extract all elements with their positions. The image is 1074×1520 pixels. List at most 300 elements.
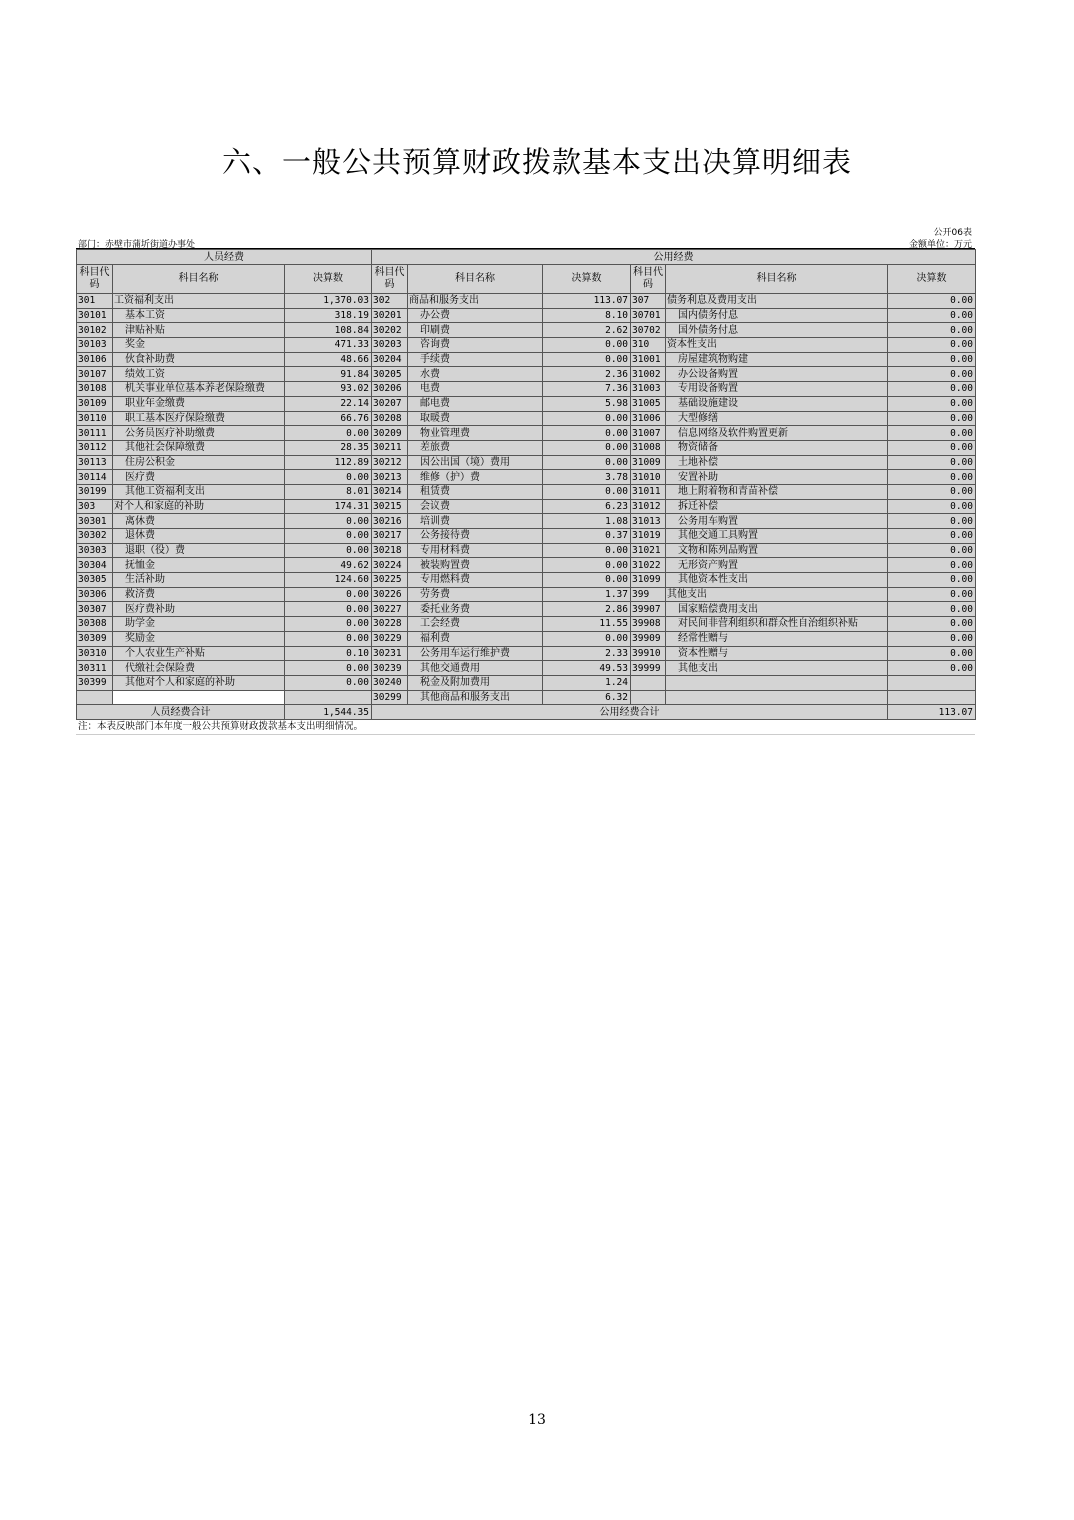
code-cell: 30301 — [77, 514, 113, 529]
amount-cell: 0.00 — [543, 426, 631, 441]
code-cell: 30103 — [77, 338, 113, 353]
public-total-value: 113.07 — [888, 705, 976, 720]
name-cell: 生活补助 — [113, 573, 285, 588]
amount-cell: 0.00 — [543, 543, 631, 558]
amount-cell: 0.00 — [888, 529, 976, 544]
amount-cell — [888, 690, 976, 705]
amount-cell: 0.00 — [888, 382, 976, 397]
name-cell: 拆迁补偿 — [666, 499, 888, 514]
amount-cell: 0.00 — [543, 440, 631, 455]
code-cell: 30227 — [372, 602, 408, 617]
code-cell: 30114 — [77, 470, 113, 485]
name-cell: 物资储备 — [666, 440, 888, 455]
table-row — [77, 602, 976, 617]
name-cell: 差旅费 — [408, 440, 543, 455]
name-cell: 维修（护）费 — [408, 470, 543, 485]
table-row — [77, 617, 976, 632]
amount-cell: 0.00 — [285, 617, 372, 632]
code-cell: 30204 — [372, 352, 408, 367]
name-cell: 其他支出 — [666, 587, 888, 602]
code-cell: 30308 — [77, 617, 113, 632]
amount-cell: 5.98 — [543, 396, 631, 411]
amount-cell: 0.00 — [888, 617, 976, 632]
page-title: 六、一般公共预算财政拨款基本支出决算明细表 — [221, 145, 852, 179]
name-cell: 会议费 — [408, 499, 543, 514]
amount-cell: 0.00 — [888, 470, 976, 485]
header-amount: 决算数 — [543, 265, 631, 294]
code-cell: 30218 — [372, 543, 408, 558]
amount-cell: 0.00 — [285, 426, 372, 441]
name-cell — [666, 675, 888, 690]
table-row — [77, 352, 976, 367]
name-cell: 专用设备购置 — [666, 382, 888, 397]
name-cell: 被装购置费 — [408, 558, 543, 573]
code-cell: 30213 — [372, 470, 408, 485]
name-cell: 税金及附加费用 — [408, 675, 543, 690]
code-cell: 39999 — [631, 661, 666, 676]
name-cell: 伙食补助费 — [113, 352, 285, 367]
code-cell: 30302 — [77, 529, 113, 544]
amount-cell: 8.10 — [543, 308, 631, 323]
code-cell: 399 — [631, 587, 666, 602]
amount-cell: 1.24 — [543, 675, 631, 690]
amount-cell: 2.86 — [543, 602, 631, 617]
code-cell: 31008 — [631, 440, 666, 455]
amount-cell — [285, 690, 372, 705]
name-cell: 无形资产购置 — [666, 558, 888, 573]
name-cell: 劳务费 — [408, 587, 543, 602]
amount-cell: 6.32 — [543, 690, 631, 705]
code-cell: 30702 — [631, 323, 666, 338]
amount-cell: 0.00 — [888, 587, 976, 602]
amount-cell: 0.00 — [888, 661, 976, 676]
table-row — [77, 411, 976, 426]
name-cell: 房屋建筑物购建 — [666, 352, 888, 367]
name-cell: 工会经费 — [408, 617, 543, 632]
name-cell: 商品和服务支出 — [408, 294, 543, 309]
code-cell: 30217 — [372, 529, 408, 544]
meta-line — [76, 236, 975, 249]
name-cell: 其他商品和服务支出 — [408, 690, 543, 705]
amount-cell: 1.08 — [543, 514, 631, 529]
name-cell: 公务员医疗补助缴费 — [113, 426, 285, 441]
table-row — [77, 661, 976, 676]
name-cell: 住房公积金 — [113, 455, 285, 470]
amount-cell: 0.00 — [888, 367, 976, 382]
name-cell: 培训费 — [408, 514, 543, 529]
amount-cell: 0.00 — [888, 543, 976, 558]
amount-cell: 6.23 — [543, 499, 631, 514]
amount-cell: 2.33 — [543, 646, 631, 661]
amount-cell: 66.76 — [285, 411, 372, 426]
amount-cell: 0.00 — [888, 455, 976, 470]
code-cell: 30226 — [372, 587, 408, 602]
table-row — [77, 367, 976, 382]
name-cell: 抚恤金 — [113, 558, 285, 573]
code-cell: 30108 — [77, 382, 113, 397]
code-cell: 30701 — [631, 308, 666, 323]
table-row — [77, 587, 976, 602]
code-cell: 30112 — [77, 440, 113, 455]
name-cell: 办公设备购置 — [666, 367, 888, 382]
code-cell: 31001 — [631, 352, 666, 367]
amount-cell: 0.00 — [543, 455, 631, 470]
amount-cell: 48.66 — [285, 352, 372, 367]
code-cell: 302 — [372, 294, 408, 309]
table-row — [77, 455, 976, 470]
code-cell: 39910 — [631, 646, 666, 661]
name-cell: 其他资本性支出 — [666, 573, 888, 588]
code-cell: 31013 — [631, 514, 666, 529]
table-number-line — [76, 224, 975, 236]
code-cell: 31022 — [631, 558, 666, 573]
amount-cell: 0.00 — [888, 646, 976, 661]
amount-cell: 0.00 — [543, 484, 631, 499]
table-row — [77, 543, 976, 558]
name-cell: 国外债务付息 — [666, 323, 888, 338]
code-cell: 30111 — [77, 426, 113, 441]
amount-cell: 0.00 — [888, 396, 976, 411]
name-cell: 资本性赠与 — [666, 646, 888, 661]
amount-cell: 1,370.03 — [285, 294, 372, 309]
code-cell: 31010 — [631, 470, 666, 485]
table-row — [77, 484, 976, 499]
code-cell: 30107 — [77, 367, 113, 382]
amount-cell: 0.00 — [888, 484, 976, 499]
group-personnel: 人员经费 — [77, 250, 372, 265]
header-name: 科目名称 — [408, 265, 543, 294]
amount-cell: 0.00 — [888, 411, 976, 426]
code-cell: 30203 — [372, 338, 408, 353]
amount-cell: 0.00 — [888, 631, 976, 646]
code-cell: 30311 — [77, 661, 113, 676]
code-cell: 30201 — [372, 308, 408, 323]
code-cell: 30207 — [372, 396, 408, 411]
code-cell: 30101 — [77, 308, 113, 323]
amount-cell: 22.14 — [285, 396, 372, 411]
name-cell: 奖金 — [113, 338, 285, 353]
code-cell: 30307 — [77, 602, 113, 617]
table-row — [77, 631, 976, 646]
code-cell: 30208 — [372, 411, 408, 426]
name-cell: 机关事业单位基本养老保险缴费 — [113, 382, 285, 397]
amount-cell: 2.36 — [543, 367, 631, 382]
amount-cell: 124.60 — [285, 573, 372, 588]
name-cell: 绩效工资 — [113, 367, 285, 382]
page-number: 13 — [528, 1412, 546, 1428]
totals-row — [77, 705, 976, 720]
name-cell: 退休费 — [113, 529, 285, 544]
code-cell — [631, 690, 666, 705]
code-cell: 30110 — [77, 411, 113, 426]
code-cell: 30102 — [77, 323, 113, 338]
name-cell: 退职（役）费 — [113, 543, 285, 558]
amount-cell: 0.10 — [285, 646, 372, 661]
code-cell: 31006 — [631, 411, 666, 426]
amount-cell: 7.36 — [543, 382, 631, 397]
code-cell: 301 — [77, 294, 113, 309]
name-cell: 专用材料费 — [408, 543, 543, 558]
code-cell: 30304 — [77, 558, 113, 573]
name-cell: 助学金 — [113, 617, 285, 632]
name-cell: 地上附着物和青苗补偿 — [666, 484, 888, 499]
amount-cell: 0.00 — [543, 352, 631, 367]
amount-cell: 108.84 — [285, 323, 372, 338]
table-row — [77, 573, 976, 588]
header-code: 科目代码 — [372, 265, 408, 294]
amount-cell: 0.00 — [285, 543, 372, 558]
table-row — [77, 338, 976, 353]
name-cell: 其他交通费用 — [408, 661, 543, 676]
table-row — [77, 529, 976, 544]
code-cell: 31005 — [631, 396, 666, 411]
amount-cell: 0.00 — [888, 499, 976, 514]
header-name: 科目名称 — [666, 265, 888, 294]
code-cell: 30224 — [372, 558, 408, 573]
code-cell: 310 — [631, 338, 666, 353]
table-row — [77, 396, 976, 411]
name-cell: 离休费 — [113, 514, 285, 529]
code-cell: 31007 — [631, 426, 666, 441]
table-note: 注：本表反映部门本年度一般公共预算财政拨款基本支出明细情况。 — [76, 720, 975, 735]
name-cell: 公务接待费 — [408, 529, 543, 544]
amount-cell — [888, 675, 976, 690]
expenditure-sheet — [76, 224, 975, 735]
amount-cell: 1.37 — [543, 587, 631, 602]
name-cell: 物业管理费 — [408, 426, 543, 441]
name-cell: 手续费 — [408, 352, 543, 367]
table-row — [77, 440, 976, 455]
amount-cell: 0.00 — [543, 411, 631, 426]
amount-cell: 0.00 — [888, 426, 976, 441]
name-cell: 其他社会保障缴费 — [113, 440, 285, 455]
name-cell: 印刷费 — [408, 323, 543, 338]
amount-cell: 0.00 — [888, 338, 976, 353]
name-cell — [666, 690, 888, 705]
code-cell: 30229 — [372, 631, 408, 646]
name-cell: 资本性支出 — [666, 338, 888, 353]
name-cell: 咨询费 — [408, 338, 543, 353]
amount-cell: 0.00 — [285, 587, 372, 602]
code-cell — [77, 690, 113, 705]
table-row — [77, 499, 976, 514]
name-cell: 水费 — [408, 367, 543, 382]
code-cell: 30240 — [372, 675, 408, 690]
name-cell: 其他支出 — [666, 661, 888, 676]
name-cell: 其他对个人和家庭的补助 — [113, 675, 285, 690]
name-cell: 电费 — [408, 382, 543, 397]
code-cell: 30199 — [77, 484, 113, 499]
amount-cell: 174.31 — [285, 499, 372, 514]
amount-cell: 0.00 — [888, 558, 976, 573]
name-cell: 国内债务付息 — [666, 308, 888, 323]
header-amount: 决算数 — [888, 265, 976, 294]
name-cell: 委托业务费 — [408, 602, 543, 617]
table-row — [77, 514, 976, 529]
table-row — [77, 294, 976, 309]
group-header-row — [77, 250, 976, 265]
code-cell: 30399 — [77, 675, 113, 690]
name-cell: 福利费 — [408, 631, 543, 646]
name-cell: 大型修缮 — [666, 411, 888, 426]
amount-cell: 3.78 — [543, 470, 631, 485]
code-cell: 30228 — [372, 617, 408, 632]
code-cell: 31003 — [631, 382, 666, 397]
code-cell: 31021 — [631, 543, 666, 558]
header-amount: 决算数 — [285, 265, 372, 294]
name-cell: 奖励金 — [113, 631, 285, 646]
code-cell: 30209 — [372, 426, 408, 441]
column-header-row — [77, 265, 976, 294]
code-cell: 31002 — [631, 367, 666, 382]
table-number: 公开06表 — [933, 228, 972, 238]
code-cell: 30212 — [372, 455, 408, 470]
header-name: 科目名称 — [113, 265, 285, 294]
name-cell: 代缴社会保险费 — [113, 661, 285, 676]
amount-cell: 0.00 — [543, 558, 631, 573]
name-cell: 其他工资福利支出 — [113, 484, 285, 499]
name-cell: 个人农业生产补贴 — [113, 646, 285, 661]
amount-cell: 0.00 — [888, 323, 976, 338]
name-cell: 职工基本医疗保险缴费 — [113, 411, 285, 426]
name-cell: 专用燃料费 — [408, 573, 543, 588]
name-cell: 医疗费 — [113, 470, 285, 485]
amount-cell: 0.00 — [888, 352, 976, 367]
amount-cell: 49.62 — [285, 558, 372, 573]
amount-cell: 318.19 — [285, 308, 372, 323]
code-cell: 30113 — [77, 455, 113, 470]
code-cell: 30205 — [372, 367, 408, 382]
personnel-total-value: 1,544.35 — [285, 705, 372, 720]
amount-cell: 0.00 — [285, 470, 372, 485]
name-cell: 工资福利支出 — [113, 294, 285, 309]
name-cell: 对民间非营利组织和群众性自治组织补贴 — [666, 617, 888, 632]
name-cell: 租赁费 — [408, 484, 543, 499]
amount-cell: 0.00 — [543, 631, 631, 646]
amount-cell: 0.00 — [543, 573, 631, 588]
name-cell: 医疗费补助 — [113, 602, 285, 617]
amount-cell: 11.55 — [543, 617, 631, 632]
code-cell: 30215 — [372, 499, 408, 514]
code-cell: 30309 — [77, 631, 113, 646]
code-cell: 30231 — [372, 646, 408, 661]
table-row — [77, 426, 976, 441]
department-label: 部门：赤壁市蒲圻街道办事处 — [78, 240, 196, 250]
name-cell: 国家赔偿费用支出 — [666, 602, 888, 617]
code-cell: 303 — [77, 499, 113, 514]
table-row — [77, 382, 976, 397]
amount-cell: 0.00 — [888, 514, 976, 529]
amount-cell: 0.00 — [888, 308, 976, 323]
table-row — [77, 470, 976, 485]
code-cell: 31012 — [631, 499, 666, 514]
unit-label: 金额单位：万元 — [908, 240, 972, 250]
amount-cell: 28.35 — [285, 440, 372, 455]
name-cell: 经常性赠与 — [666, 631, 888, 646]
amount-cell: 0.00 — [888, 294, 976, 309]
name-cell: 基础设施建设 — [666, 396, 888, 411]
code-cell: 30214 — [372, 484, 408, 499]
name-cell: 职业年金缴费 — [113, 396, 285, 411]
amount-cell: 0.00 — [285, 631, 372, 646]
table-row — [77, 646, 976, 661]
amount-cell: 0.00 — [285, 529, 372, 544]
name-cell: 公务用车购置 — [666, 514, 888, 529]
name-cell: 办公费 — [408, 308, 543, 323]
code-cell — [631, 675, 666, 690]
header-code: 科目代码 — [631, 265, 666, 294]
code-cell: 31099 — [631, 573, 666, 588]
amount-cell: 91.84 — [285, 367, 372, 382]
code-cell: 30305 — [77, 573, 113, 588]
table-row — [77, 308, 976, 323]
name-cell: 因公出国（境）费用 — [408, 455, 543, 470]
name-cell: 文物和陈列品购置 — [666, 543, 888, 558]
name-cell: 信息网络及软件购置更新 — [666, 426, 888, 441]
amount-cell: 112.89 — [285, 455, 372, 470]
code-cell: 30303 — [77, 543, 113, 558]
code-cell: 30106 — [77, 352, 113, 367]
amount-cell: 93.02 — [285, 382, 372, 397]
amount-cell: 0.00 — [888, 602, 976, 617]
amount-cell: 0.00 — [285, 675, 372, 690]
amount-cell: 0.37 — [543, 529, 631, 544]
expenditure-table — [76, 249, 976, 720]
table-row — [77, 690, 976, 705]
name-cell: 救济费 — [113, 587, 285, 602]
name-cell: 基本工资 — [113, 308, 285, 323]
amount-cell: 8.01 — [285, 484, 372, 499]
amount-cell: 471.33 — [285, 338, 372, 353]
code-cell: 30109 — [77, 396, 113, 411]
code-cell: 30310 — [77, 646, 113, 661]
name-cell: 安置补助 — [666, 470, 888, 485]
code-cell: 31011 — [631, 484, 666, 499]
name-cell: 债务利息及费用支出 — [666, 294, 888, 309]
amount-cell: 2.62 — [543, 323, 631, 338]
amount-cell: 0.00 — [543, 338, 631, 353]
amount-cell: 0.00 — [888, 573, 976, 588]
group-public: 公用经费 — [372, 250, 976, 265]
amount-cell: 0.00 — [285, 661, 372, 676]
code-cell: 30239 — [372, 661, 408, 676]
code-cell: 31009 — [631, 455, 666, 470]
name-cell: 对个人和家庭的补助 — [113, 499, 285, 514]
name-cell: 取暖费 — [408, 411, 543, 426]
code-cell: 30299 — [372, 690, 408, 705]
code-cell: 39908 — [631, 617, 666, 632]
code-cell: 39907 — [631, 602, 666, 617]
amount-cell: 0.00 — [285, 602, 372, 617]
code-cell: 30206 — [372, 382, 408, 397]
amount-cell: 113.07 — [543, 294, 631, 309]
name-cell: 邮电费 — [408, 396, 543, 411]
name-cell: 其他交通工具购置 — [666, 529, 888, 544]
table-row — [77, 558, 976, 573]
amount-cell: 49.53 — [543, 661, 631, 676]
header-code: 科目代码 — [77, 265, 113, 294]
code-cell: 31019 — [631, 529, 666, 544]
code-cell: 30211 — [372, 440, 408, 455]
name-cell — [113, 690, 285, 705]
table-row — [77, 675, 976, 690]
name-cell: 津贴补贴 — [113, 323, 285, 338]
public-total-label: 公用经费合计 — [372, 705, 888, 720]
code-cell: 30306 — [77, 587, 113, 602]
amount-cell: 0.00 — [888, 440, 976, 455]
amount-cell: 0.00 — [285, 514, 372, 529]
personnel-total-label: 人员经费合计 — [77, 705, 285, 720]
